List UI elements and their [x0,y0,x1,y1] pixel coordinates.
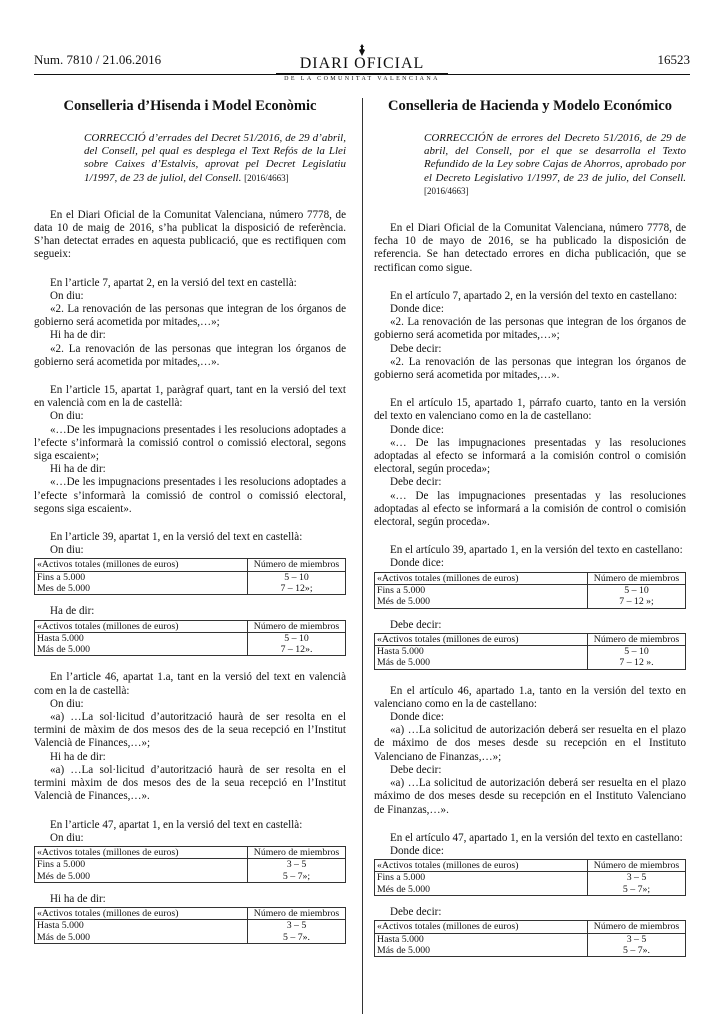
table-row [375,584,686,596]
table-cell: Hasta 5.000 [375,646,588,658]
table-row [375,872,686,884]
table-cell: Més de 5.000 [375,884,588,896]
spacer [34,656,346,671]
table-head-members: Número de miembros [588,633,686,645]
left-hi-ha-de-dir: Hi ha de dir: [50,892,106,905]
table-head-assets: «Activos totales (millones de euros) [35,620,248,632]
table-cell: 5 – 10 [284,571,309,583]
table-row [375,933,686,945]
right-a15-intro: En el artículo 15, apartado 1, párrafo cuarto, tanto en la versión del texto en valenciano como en la de castellano: [374,397,686,423]
right-debe-decir: Debe decir: [390,476,442,489]
left-a15-intro: En l’article 15, apartat 1, paràgraf quart, tant en la versió del text en valencià com en la de castellà: [34,384,346,410]
right-donde-dice: Donde dice: [390,711,444,724]
table-cell: Más de 5.000 [375,657,588,669]
spacer [34,262,346,277]
table-a39-wrong-left [34,558,346,595]
table-row [375,646,686,658]
right-intro: En el Diari Oficial de la Comunitat Valenciana, número 7778, de fecha 10 de mayo de 2016, se ha publicado la disposición de referencia. Se han detectado errores en dicha publicación, que se rectifican como sigue. [374,222,686,274]
left-summary [84,132,346,185]
table-head-assets: «Activos totales (millones de euros) [375,921,588,933]
right-a47-intro: En el artículo 47, apartado 1, en la versión del texto en castellano: [390,831,683,844]
table-a47-right-right [374,920,686,957]
right-a39-intro: En el artículo 39, apartado 1, en la versión del texto en castellano: [390,544,683,557]
spacer [34,804,346,819]
left-heading: Conselleria d’Hisenda i Model Econòmic [63,98,317,114]
masthead-title: DIARI OFICIAL [276,56,448,75]
table-row [35,632,346,644]
table-a39-wrong-right [374,572,686,609]
spacer [374,817,686,832]
left-ha-de-dir: Ha de dir: [50,605,95,618]
spacer [374,529,686,544]
table-a47-wrong-left [34,846,346,883]
table-row [35,932,346,944]
right-a7-right: «2. La renovación de las personas que integran los órganos de gobierno será acometida por mitades,…». [374,355,686,382]
left-a47-intro: En l’article 47, apartat 1, en la versió del text en castellà: [50,818,303,831]
table-row [375,657,686,669]
right-a46-right: «a) …La solicitud de autorización deberá ser resuelta en el plazo máximo de dos meses desde su recepción en el Instituto Valenciano de Finanzas,…». [374,777,686,816]
left-on-diu: On diu: [50,831,84,844]
left-on-diu: On diu: [50,544,84,557]
table-cell: 5 – 7»; [622,883,651,895]
table-head-assets: «Activos totales (millones de euros) [35,559,248,571]
table-cell: 7 – 12 ». [619,657,654,669]
right-column [374,98,686,957]
page-header [0,44,724,82]
table-cell: Fins a 5.000 [375,872,588,884]
left-on-diu: On diu: [50,697,84,710]
right-a46-wrong: «a) …La solicitud de autorización deberá ser resuelta en el plazo de máximo de dos meses desde su recepción en el Instituto Valenciano de Finanzas,…»; [374,724,686,763]
table-row [35,583,346,595]
left-a15-wrong: «…De les impugnacions presentades i les resolucions adoptades a l’efecte s’informarà la comissió control o comissió electoral, segons siga escaient»; [34,423,346,463]
left-column [34,98,346,944]
masthead [276,44,448,84]
table-cell: 5 – 10 [624,646,649,658]
right-a7-wrong: «2. La renovación de las personas que integran de los órganos de gobierno será acometida por mitades,…»; [374,316,686,342]
table-head-members: Número de miembros [248,846,346,858]
table-cell: Fins a 5.000 [35,859,248,871]
table-head-assets: «Activos totales (millones de euros) [375,633,588,645]
left-on-diu: On diu: [50,410,84,423]
table-row [35,571,346,583]
table-head-assets: «Activos totales (millones de euros) [35,846,248,858]
table-cell: Más de 5.000 [35,932,248,944]
table-row [35,859,346,871]
left-intro: En el Diari Oficial de la Comunitat Valenciana, número 7778, de data 10 de maig de 2016, s’ha publicat la disposició de referència. S’han detectat errades en aquesta publicació, que es rectifiquen com segueix: [34,208,346,261]
right-donde-dice: Donde dice: [390,303,444,316]
left-a46-intro: En l’article 46, apartat 1.a, tant en la versió del text en valencià com en la de castellà: [34,671,346,697]
spacer [34,595,346,605]
table-cell: 5 – 10 [624,584,649,596]
left-on-diu: On diu: [50,289,84,302]
table-row [35,920,346,932]
spacer [374,670,686,685]
spacer [34,516,346,531]
table-cell: 3 – 5 [626,872,647,884]
spacer [374,609,686,619]
issue-number: Num. 7810 / 21.06.2016 [34,52,162,67]
left-ref: [2016/4663] [244,172,289,183]
table-cell: 3 – 5 [286,859,307,871]
right-debe-decir: Debe decir: [390,342,442,355]
table-row [375,945,686,957]
table-head-members: Número de miembros [248,559,346,571]
left-a7-wrong: «2. La renovación de las personas que integran de los órganos de gobierno será acometida por mitades,…»; [34,303,346,329]
table-head-members: Número de miembros [588,860,686,872]
left-a46-wrong: «a) …La sol·licitud d’autorització haurà de ser resolta en el termini de màxim de dos mesos des de la seua recepció en l’Institut Valencià de Finances,…»; [34,711,346,750]
table-cell: 7 – 12»; [280,583,313,595]
table-row [35,871,346,883]
table-head-assets: «Activos totales (millones de euros) [35,908,248,920]
right-heading: Conselleria de Hacienda y Modelo Económico [388,98,672,114]
left-a39-intro: En l’article 39, apartat 1, en la versió del text en castellà: [50,531,303,544]
left-hi-ha-de-dir: Hi ha de dir: [50,329,106,342]
table-cell: 7 – 12». [280,644,313,656]
left-hi-ha-de-dir: Hi ha de dir: [50,463,106,476]
table-cell: Hasta 5.000 [375,933,588,945]
table-head-members: Número de miembros [588,921,686,933]
table-cell: Més de 5.000 [35,871,248,883]
left-a7-intro: En l’article 7, apartat 2, en la versió del text en castellà: [50,276,297,289]
left-hi-ha-de-dir: Hi ha de dir: [50,750,106,763]
right-summary [424,132,686,198]
left-a46-right: «a) …La sol·licitud d’autorització haurà de ser resolta en el termini màxim de dos mesos des de la seua recepció en l’Institut Valencià de Finances,…». [34,763,346,803]
table-row [375,596,686,608]
column-divider [362,98,363,1014]
table-cell: Mes de 5.000 [35,583,248,595]
right-donde-dice: Donde dice: [390,423,444,436]
table-head-assets: «Activos totales (millones de euros) [375,860,588,872]
left-a15-right: «…De les impugnacions presentades i les resolucions adoptades a l’efecte s’informarà la comissió de control o comissió electoral, segons siga escaient». [34,476,346,515]
spacer [374,382,686,397]
table-cell: 3 – 5 [626,933,647,945]
right-debe-decir: Debe decir: [390,618,442,631]
table-a39-right-left [34,620,346,657]
table-head-assets: «Activos totales (millones de euros) [375,572,588,584]
table-cell: Hasta 5.000 [35,920,248,932]
spacer [34,369,346,384]
left-summary-text: CORRECCIÓ d’errades del Decret 51/2016, de 29 d’abril, del Consell, pel qual es desplega el Text Refós de la Llei sobre Caixes d’Estalvis, aprovat pel Decret Legislatiu 1/1997, de 23 de juliol, del Consell. [84,132,346,184]
table-cell: 5 – 7». [283,931,310,943]
right-a7-intro: En el artículo 7, apartado 2, en la versión del texto en castellano: [390,289,678,302]
right-debe-decir: Debe decir: [390,906,442,918]
header-rule [34,74,690,75]
left-a7-right: «2. La renovación de las personas que integran los órganos de gobierno será acometida por mitades,…». [34,342,346,368]
right-a15-right: «… De las impugnaciones presentadas y las resoluciones adoptadas al efecto se informará a la comisión de control o comisión electoral, según proceda». [374,489,686,529]
table-cell: 5 – 7»; [282,870,311,882]
right-ref: [2016/4663] [424,185,469,196]
right-summary-text: CORRECCIÓN de errores del Decreto 51/2016, de 29 de abril, del Consell, por el que se desarrolla el Texto Refundido de la Ley sobre Cajas de Ahorros, aprobado por el Decreto Legislativo 1/1997, de 23 de julio, del Consell. [424,132,686,184]
right-debe-decir: Debe decir: [390,763,442,776]
table-cell: 3 – 5 [286,920,307,932]
table-cell: Más de 5.000 [375,945,588,957]
table-cell: 7 – 12 »; [619,596,654,608]
table-cell: Hasta 5.000 [35,632,248,644]
table-a47-right-left [34,907,346,944]
table-row [35,644,346,656]
right-donde-dice: Donde dice: [390,557,444,570]
spacer [374,275,686,290]
right-donde-dice: Donde dice: [390,844,444,857]
table-cell: Más de 5.000 [35,644,248,656]
table-head-members: Número de miembros [248,908,346,920]
table-cell: Fins a 5.000 [375,584,588,596]
page-number: 16523 [657,52,690,67]
table-cell: 5 – 7». [623,944,650,956]
table-cell: Fins a 5.000 [35,571,248,583]
table-row [375,884,686,896]
spacer [374,896,686,906]
table-a39-right-right [374,633,686,670]
table-cell: Més de 5.000 [375,596,588,608]
spacer [34,883,346,893]
table-head-members: Número de miembros [248,620,346,632]
table-head-members: Número de miembros [588,572,686,584]
table-cell: 5 – 10 [284,632,309,644]
table-a47-wrong-right [374,859,686,896]
masthead-subtitle: DE LA COMUNITAT VALENCIANA [284,76,440,82]
right-a46-intro: En el artículo 46, apartado 1.a, tanto en la versión del texto en valenciano como en la de castellano: [374,684,686,710]
right-a15-wrong: «… De las impugnaciones presentadas y las resoluciones adoptadas al efecto se informará a la comisión control o comisión electoral, según proceda»; [374,436,686,476]
